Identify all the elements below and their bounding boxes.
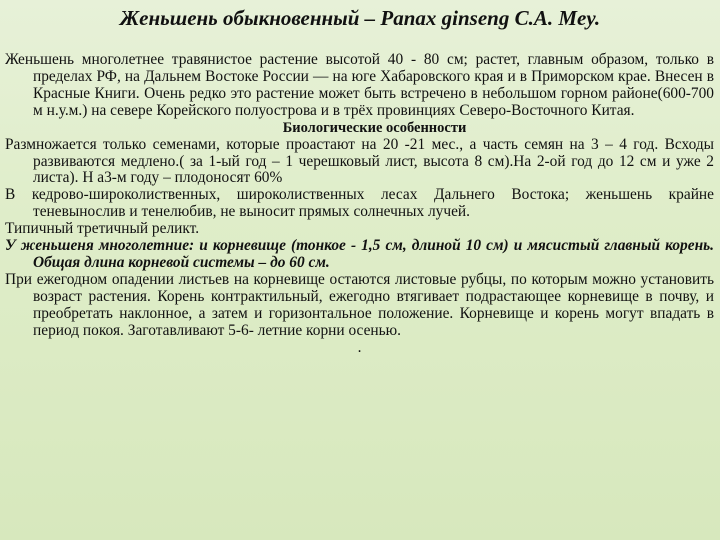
paragraph-habitat: В кедрово-широколиственных, широколиственных лесах Дальнего Востока; женьшень крайне теневынослив и тенелюбив, не выносит прямых солнечных лучей. <box>5 186 714 221</box>
title-author: C.A. Mey. <box>509 6 601 30</box>
trailing-dot: . <box>357 338 362 356</box>
paragraph-age: При ежегодном опадении листьев на корневище остаются листовые рубцы, по которым можно установить возраст растения. Корень контрактильный, ежегодно втягивает подрастающее корневище в почву, и преобретать наклонное, а затем и горизонтальное положение. Корневище и корень могут впадать в период покоя. Заготавливают 5-6- летние корни осенью. <box>5 270 714 339</box>
paragraph-relict: Типичный третичный реликт. <box>5 220 200 238</box>
paragraph-intro: Женьшень многолетнее травянистое растение высотой 40 - 80 см; растет, главным образом, только в пределах РФ, на Дальнем Востоке России — на юге Хабаровского края и в Приморском крае. Внесен в Красные Книги. Очень редко это растение может быть встречено в небольшом горном районе(600-700 м н.у.м.) на севере Корейского полуострова и в трёх провинциях Северо-Восточного Китая. <box>5 51 714 119</box>
paragraph-reproduction: Размножается только семенами, которые проастают на 20 -21 мес., а часть семян на 3 – 4 год. Всходы развиваются медлено.( за 1-ый год – 1 черешковый лист, высота 8 см).На 2-ой год до 12 см и уже 2 листа). Н а3-м году – плодоносят 60% <box>5 135 714 187</box>
slide-body <box>5 52 714 356</box>
paragraph-roots: У женьшеня многолетние: и корневище (тонкое - 1,5 см, длиной 10 см) и мясистый главный корень. Общая длина корневой системы – до 60 см. <box>5 237 714 271</box>
slide-title <box>0 4 720 32</box>
title-latin-name: Panax ginseng <box>380 6 510 30</box>
title-russian-name: Женьшень обыкновенный – <box>119 6 381 30</box>
section-heading: Биологические особенности <box>282 119 467 136</box>
